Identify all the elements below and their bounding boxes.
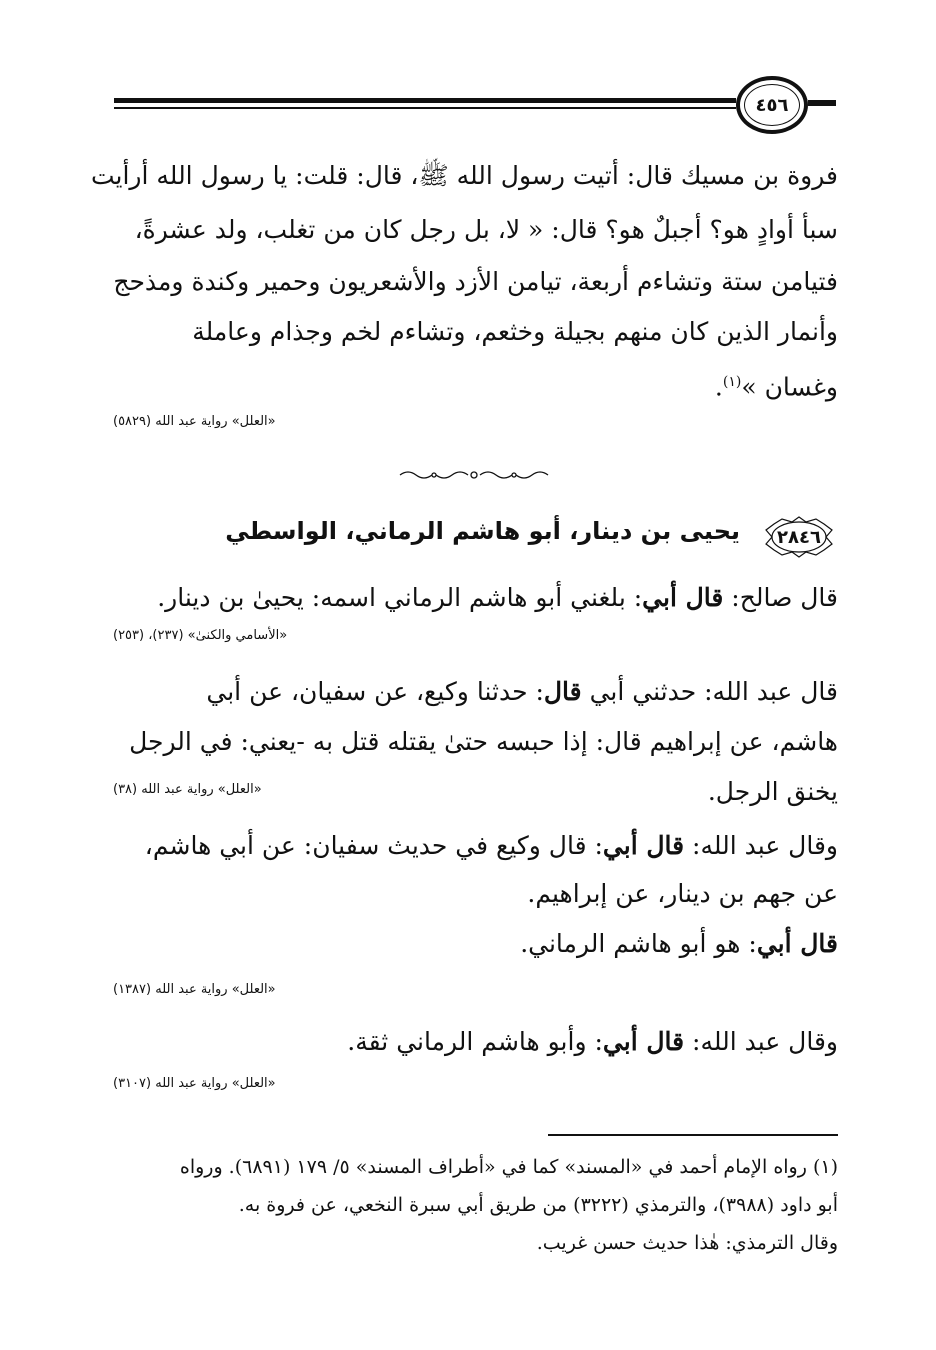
p4-line bbox=[112, 1024, 838, 1060]
intro-last-text: وغسان » bbox=[741, 372, 838, 402]
footnote-line-1: (١) رواه الإمام أحمد في «المسند» كما في «أطراف المسند» ٥/ ١٧٩ (٦٨٩١). ورواه bbox=[179, 1156, 838, 1178]
section-divider-ornament bbox=[396, 468, 552, 482]
header-rule-thin bbox=[114, 107, 736, 109]
p3-l1-after: : قال وكيع في حديث سفيان: عن أبي هاشم، bbox=[144, 831, 603, 860]
intro-line-5 bbox=[112, 364, 838, 405]
p3-l1-before: وقال عبد الله: bbox=[684, 831, 838, 860]
header-rule-right bbox=[808, 100, 836, 106]
p3-line-1 bbox=[112, 828, 838, 864]
p1-bold: قال أبي bbox=[642, 583, 724, 612]
intro-line-2: سبأ أوادٍ هو؟ أجبلٌ هو؟ قال: « لا، بل رجل كان من تغلب، ولد عشرةً، bbox=[134, 215, 838, 244]
header-rule-thick bbox=[114, 98, 736, 103]
footnote-marker: (١) bbox=[722, 374, 742, 390]
p2-l1-bold: قال bbox=[543, 677, 582, 706]
intro-line-1: فروة بن مسيك قال: أتيت رسول الله ﷺ، قال: قلت: يا رسول الله أرأيت bbox=[90, 161, 838, 190]
p4-reference: «العلل» رواية عبد الله (٣١٠٧) bbox=[113, 1076, 276, 1091]
p2-line-3: يخنق الرجل. bbox=[707, 777, 838, 806]
page-number-badge bbox=[736, 76, 808, 134]
entry-number: ٢٨٤٦ bbox=[777, 526, 821, 548]
intro-reference: «العلل» رواية عبد الله (٥٨٢٩) bbox=[113, 414, 276, 429]
p3-line-2: عن جهم بن دينار، عن إبراهيم. bbox=[527, 879, 838, 908]
p4-before: وقال عبد الله: bbox=[684, 1027, 838, 1056]
footnote-line-3: وقال الترمذي: هٰذا حديث حسن غريب. bbox=[536, 1232, 838, 1254]
intro-line-4: وأنمار الذين كان منهم بجيلة وخثعم، وتشاءم لخم وجذام وعاملة bbox=[192, 317, 838, 346]
intro-line-3: فتيامن ستة وتشاءم أربعة، تيامن الأزد والأشعريون وحمير وكندة ومذحج bbox=[113, 267, 838, 296]
p2-line-1 bbox=[112, 674, 838, 710]
p1-reference: «الأسامي والكنىٰ» (٢٣٧)، (٢٥٣) bbox=[113, 628, 288, 643]
entry-title: يحيى بن دينار، أبو هاشم الرماني، الواسطي bbox=[225, 517, 740, 545]
p1-line bbox=[112, 580, 838, 616]
p3-reference: «العلل» رواية عبد الله (١٣٨٧) bbox=[113, 982, 276, 997]
p2-l1-after: : حدثنا وكيع، عن سفيان، عن أبي bbox=[206, 677, 544, 706]
p3-l3-after: : هو أبو هاشم الرماني. bbox=[520, 929, 757, 958]
p2-line-2: هاشم، عن إبراهيم قال: إذا حبسه حتىٰ يقتله قتل به -يعني: في الرجل bbox=[129, 727, 838, 756]
p4-bold: قال أبي bbox=[602, 1027, 685, 1056]
footnote-line-2: أبو داود (٣٩٨٨)، والترمذي (٣٢٢٢) من طريق أبي سبرة النخعي، عن فروة به. bbox=[238, 1194, 838, 1216]
p2-l1-before: قال عبد الله: حدثني أبي bbox=[581, 677, 838, 706]
p2-reference: «العلل» رواية عبد الله (٣٨) bbox=[113, 782, 262, 797]
footnote-rule bbox=[548, 1134, 838, 1136]
p3-line-3 bbox=[112, 926, 838, 962]
p4-after: : وأبو هاشم الرماني ثقة. bbox=[347, 1027, 603, 1056]
p1-after: : بلغني أبو هاشم الرماني اسمه: يحيىٰ بن دينار. bbox=[157, 583, 643, 612]
intro-period: . bbox=[714, 372, 723, 402]
page-number: ٤٥٦ bbox=[744, 84, 800, 126]
p1-before: قال صالح: bbox=[723, 583, 838, 612]
p3-l3-bold: قال أبي bbox=[756, 929, 838, 958]
p3-l1-bold: قال أبي bbox=[602, 831, 685, 860]
